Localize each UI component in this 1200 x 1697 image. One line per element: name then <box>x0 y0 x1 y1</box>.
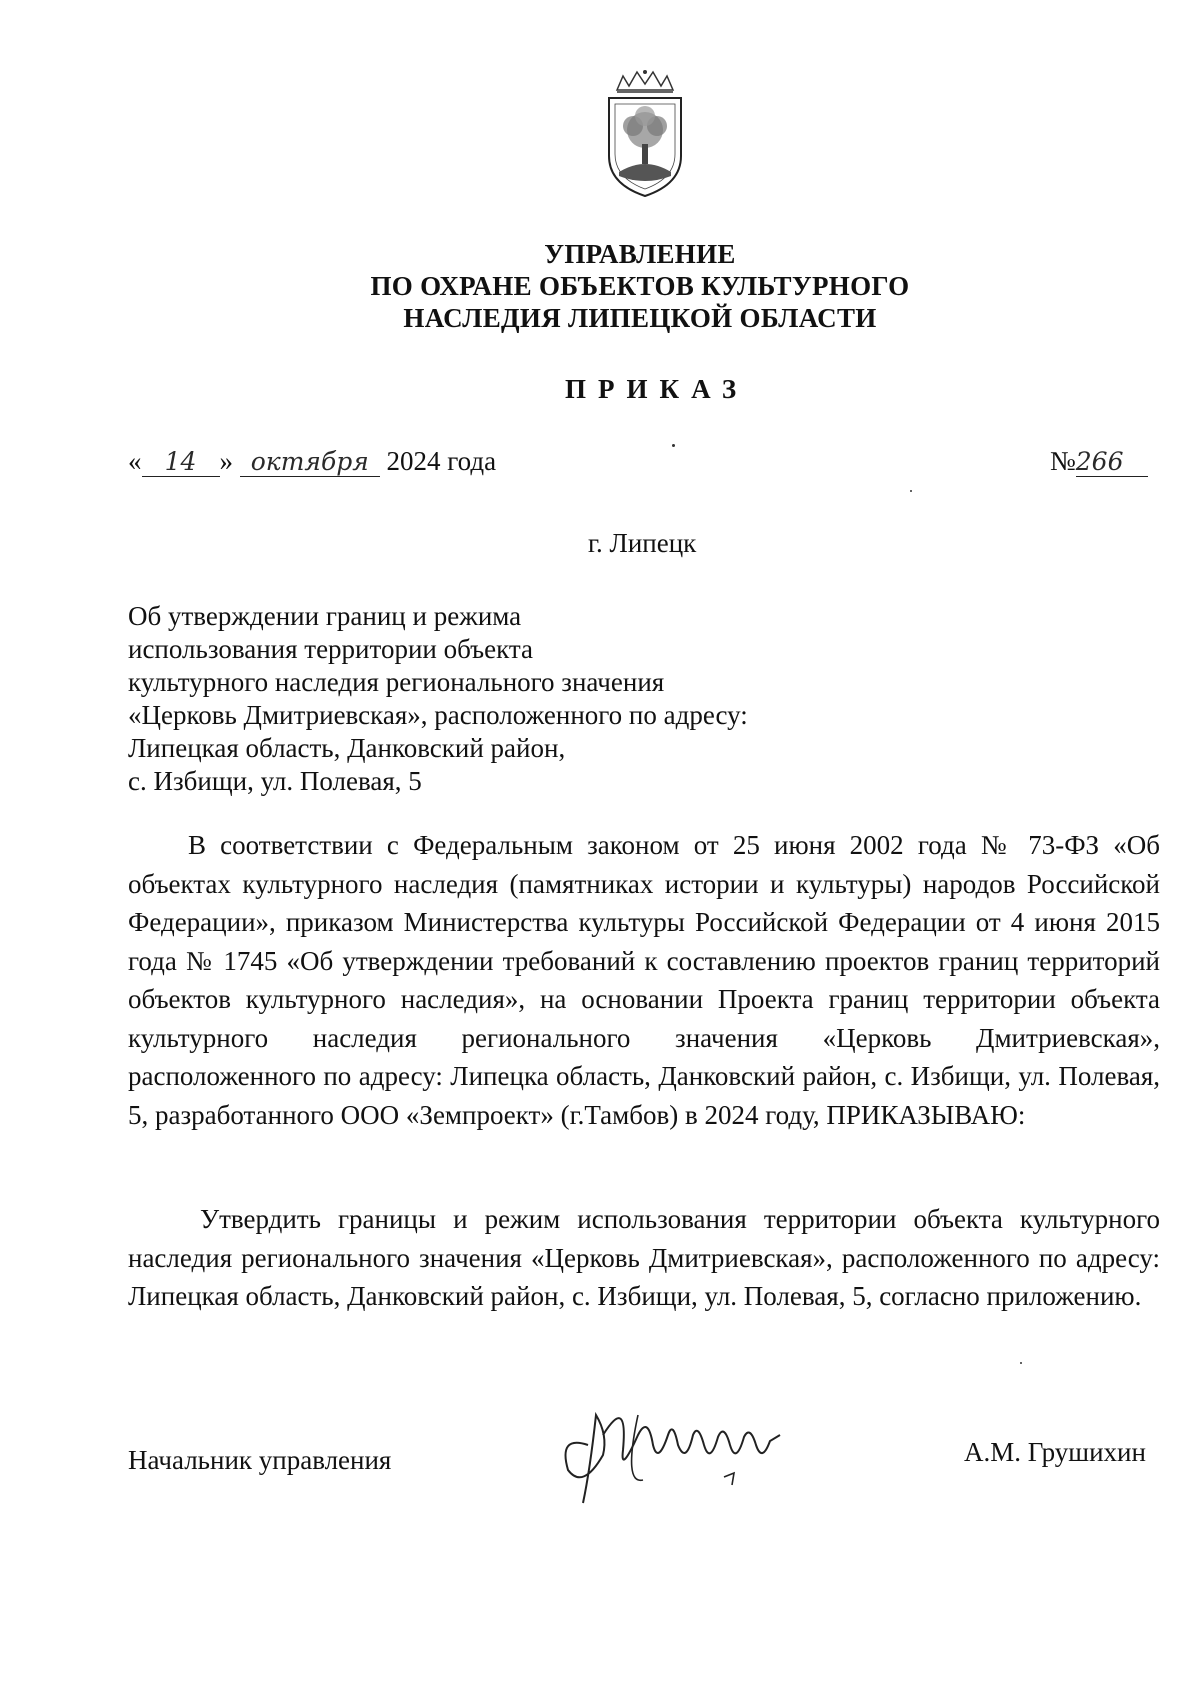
number-prefix: № <box>1050 446 1076 476</box>
order-date <box>128 446 496 477</box>
subject-line: с. Избищи, ул. Полевая, 5 <box>128 766 422 796</box>
order-subject <box>128 600 748 798</box>
subject-line: «Церковь Дмитриевская», расположенного по адресу: <box>128 700 748 730</box>
date-day: 14 <box>142 447 220 477</box>
org-line: НАСЛЕДИЯ ЛИПЕЦКОЙ ОБЛАСТИ <box>403 303 877 333</box>
date-year: 2024 года <box>386 446 497 476</box>
subject-line: Липецкая область, Данковский район, <box>128 733 566 763</box>
organization-name <box>0 238 1200 334</box>
document-type: ПРИКАЗ <box>565 374 749 404</box>
scan-speck <box>672 444 675 447</box>
subject-line: культурного наследия регионального значения <box>128 667 665 697</box>
coat-of-arms-icon <box>595 68 695 200</box>
signatory-name: А.М. Грушихин <box>964 1437 1146 1467</box>
date-month: октября <box>240 447 380 477</box>
date-open-quote: « <box>128 446 142 476</box>
org-line: УПРАВЛЕНИЕ <box>544 239 736 269</box>
number-value: 266 <box>1076 447 1148 477</box>
preamble-paragraph: В соответствии с Федеральным законом от 25 июня 2002 года № 73-ФЗ «Об объектах культурного наследия (памятниках истории и культуры) народов Российской Федерации», приказом Министерства культуры Российской Федерации от 4 июня 2015 года № 1745 «Об утверждении требований к составлению проектов границ территорий объектов культурного наследия», на основании Проекта границ территории объекта культурного наследия регионального значения «Церковь Дмитриевская», расположенного по адресу: Липецка область, Данковский район, с. Избищи, ул. Полевая, 5, разработанного ООО «Земпроект» (г.Тамбов) в 2024 году, ПРИКАЗЫВАЮ: <box>128 830 1160 1130</box>
handwritten-signature <box>548 1375 848 1505</box>
subject-line: Об утверждении границ и режима <box>128 601 522 631</box>
scan-speck <box>910 490 912 492</box>
signatory-title: Начальник управления <box>128 1445 392 1475</box>
city: г. Липецк <box>588 528 697 558</box>
order-number <box>1050 446 1148 477</box>
subject-line: использования территории объекта <box>128 634 533 664</box>
scan-speck <box>1020 1362 1022 1364</box>
date-close-quote: » <box>219 446 233 476</box>
org-line: ПО ОХРАНЕ ОБЪЕКТОВ КУЛЬТУРНОГО <box>370 271 910 301</box>
order-paragraph: Утвердить границы и режим использования территории объекта культурного наследия регионального значения «Церковь Дмитриевская», расположенного по адресу: Липецкая область, Данковский район, с. Избищи, ул. Полевая, 5, согласно приложению. <box>128 1204 1160 1311</box>
